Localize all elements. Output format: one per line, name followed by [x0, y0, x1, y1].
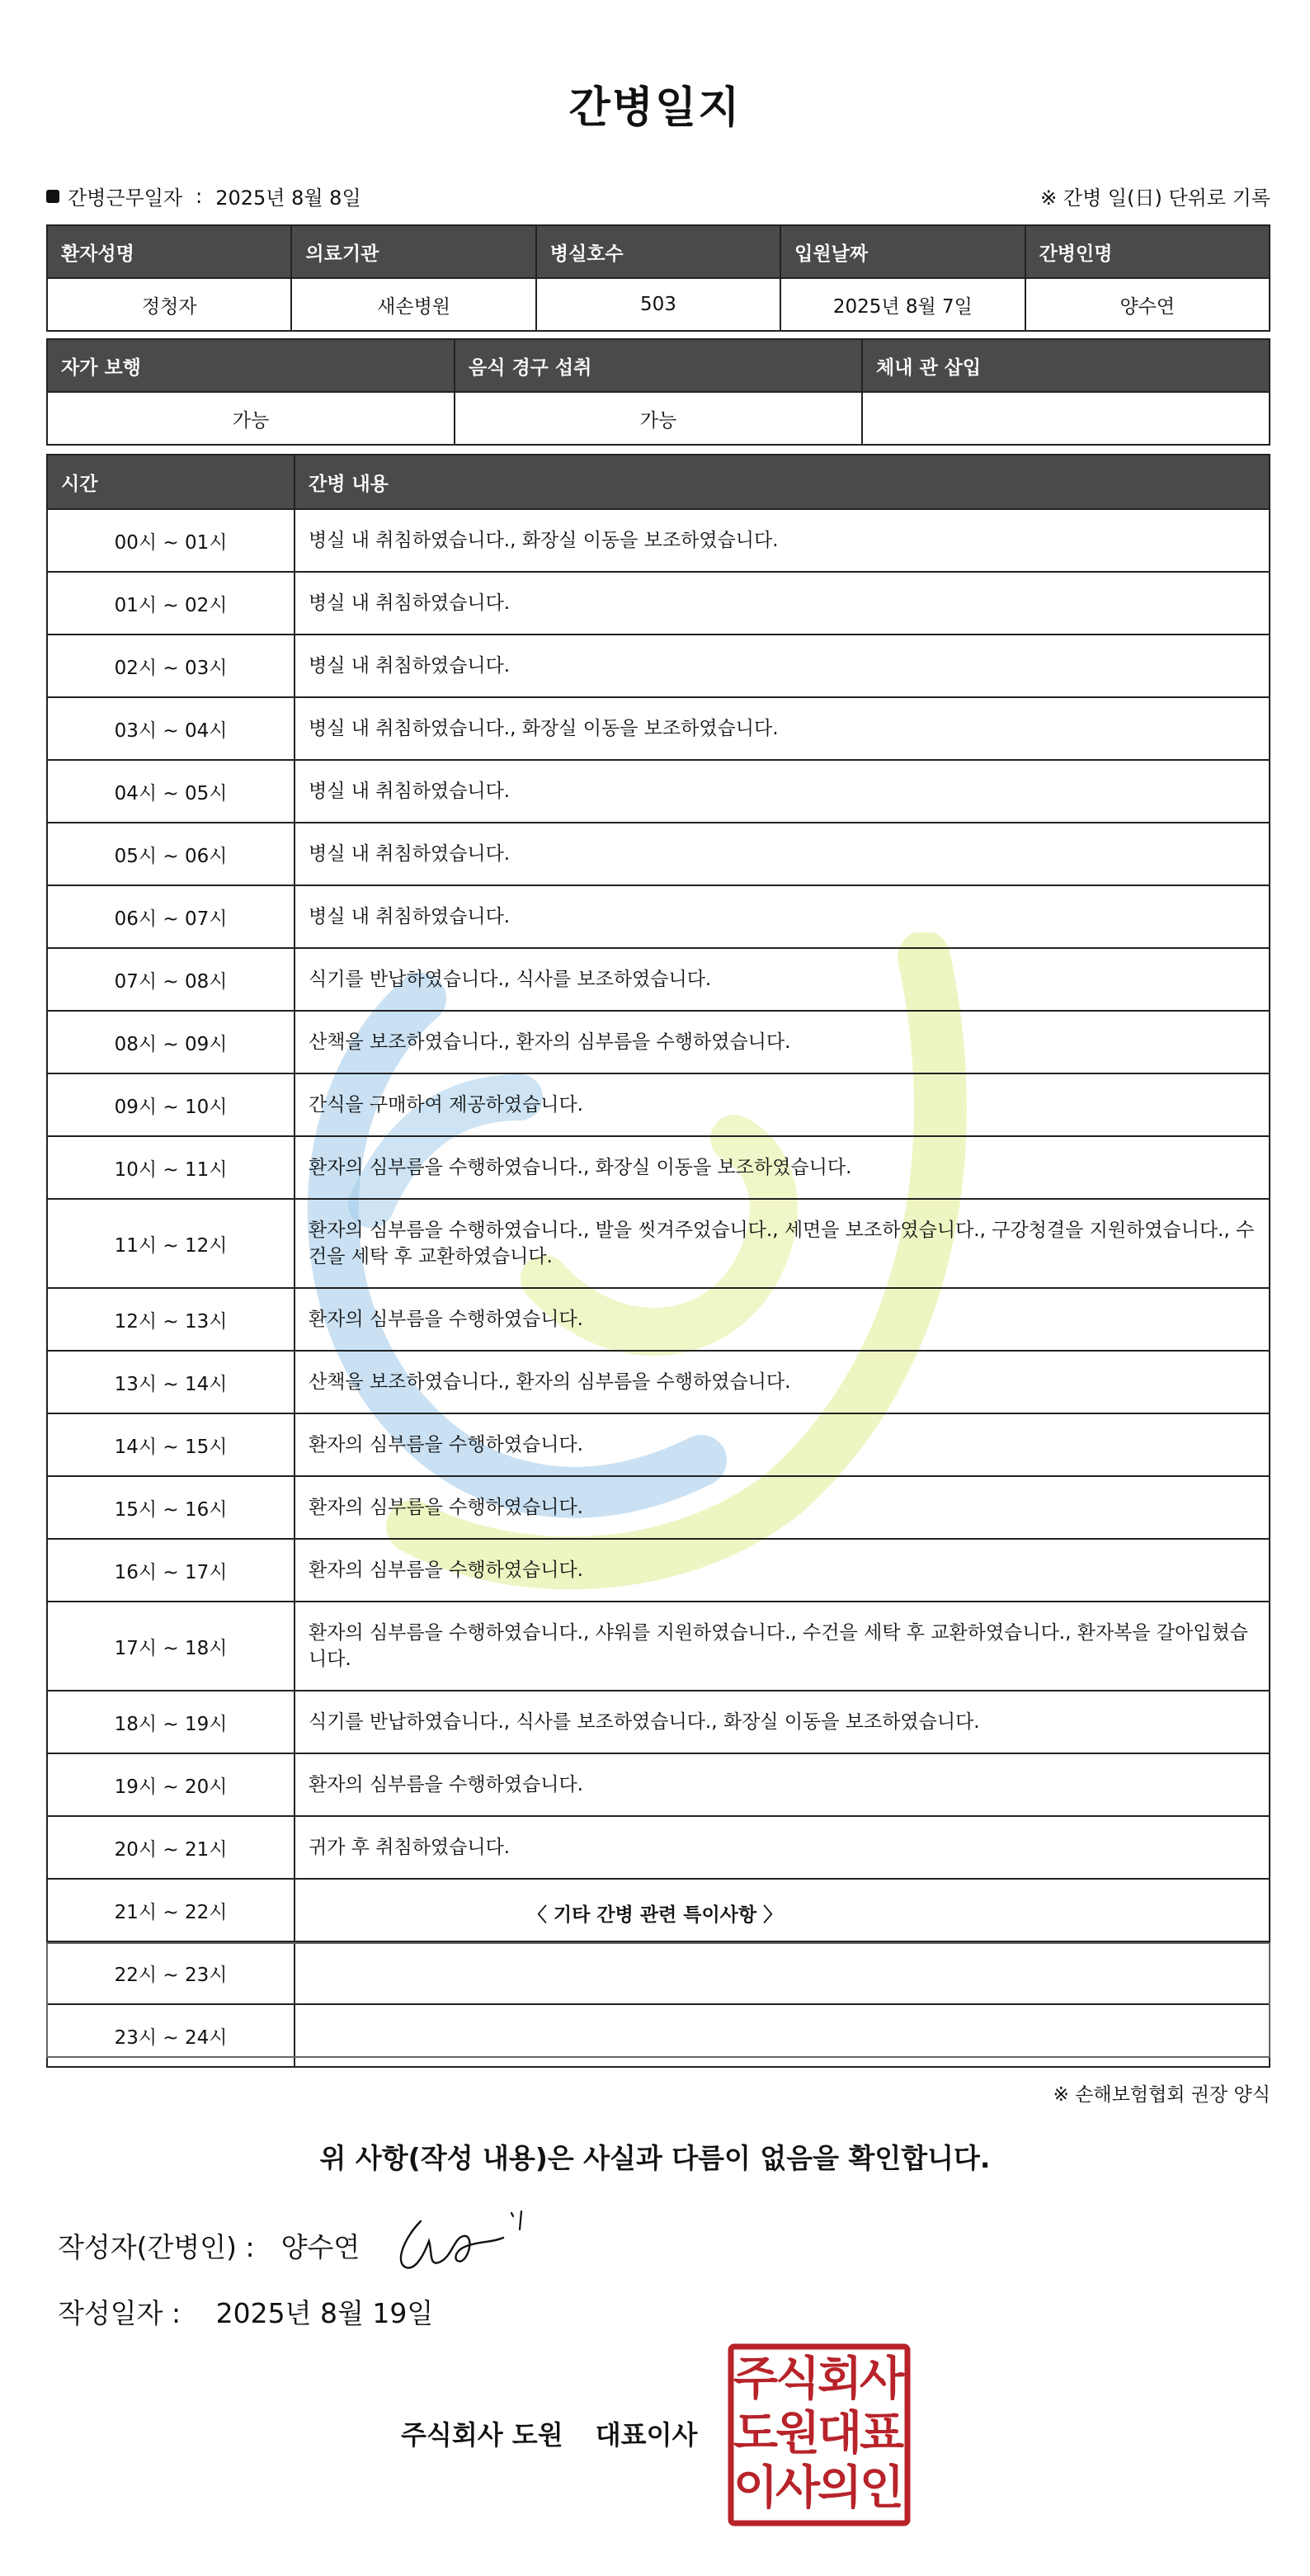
- hourly-log-table: [46, 454, 1270, 2068]
- seal-character: 도: [733, 2407, 779, 2460]
- seal-character: 원: [775, 2407, 821, 2460]
- seal-character: 인: [859, 2461, 905, 2515]
- table-row: [47, 1011, 1270, 1073]
- meta-row: [46, 182, 1270, 210]
- company-name: 주식회사 도원: [401, 2419, 563, 2451]
- row-content: 식기를 반납하였습니다., 식사를 보조하였습니다., 화장실 이동을 보조하였습니다.: [295, 1691, 1270, 1753]
- row-time: 02시 ~ 03시: [47, 635, 295, 697]
- seal-character: 회: [817, 2352, 863, 2406]
- author-row: [58, 2226, 360, 2265]
- seal-character: 의: [817, 2461, 863, 2515]
- work-date-value: 2025년 8월 8일: [215, 186, 361, 210]
- table-row: [47, 1073, 1270, 1136]
- table-row: [47, 1691, 1270, 1753]
- row-content: 환자의 심부름을 수행하였습니다.: [295, 1413, 1270, 1476]
- bullet-square-icon: [46, 190, 59, 203]
- seal-character: 대: [817, 2407, 863, 2460]
- work-date: [46, 182, 361, 210]
- seal-character: 사: [775, 2461, 821, 2515]
- daily-record-note: ※ 간병 일(日) 단위로 기록: [1040, 186, 1270, 210]
- table-row: [47, 1136, 1270, 1199]
- header-self-walking: 자가 보행: [47, 339, 455, 392]
- table-row: [47, 1602, 1270, 1691]
- ceo-title: 대표이사: [595, 2419, 698, 2451]
- table-row: [47, 635, 1270, 697]
- header-oral-intake: 음식 경구 섭취: [455, 339, 862, 392]
- row-content: 환자의 심부름을 수행하였습니다.: [295, 1476, 1270, 1539]
- row-time: 04시 ~ 05시: [47, 760, 295, 823]
- row-time: 08시 ~ 09시: [47, 1011, 295, 1073]
- row-content: 식기를 반납하였습니다., 식사를 보조하였습니다.: [295, 948, 1270, 1011]
- row-content: 환자의 심부름을 수행하였습니다., 샤워를 지원하였습니다., 수건을 세탁 후 교환하였습니다., 환자복을 갈아입혔습니다.: [295, 1602, 1270, 1691]
- oral-intake: 가능: [455, 392, 862, 445]
- row-time: 20시 ~ 21시: [47, 1816, 295, 1879]
- row-content: 환자의 심부름을 수행하였습니다.: [295, 1753, 1270, 1816]
- row-time: 06시 ~ 07시: [47, 885, 295, 948]
- table-row: [47, 1199, 1270, 1288]
- table-row: [47, 1753, 1270, 1816]
- patient-status-table: [46, 338, 1270, 446]
- row-time: 18시 ~ 19시: [47, 1691, 295, 1753]
- table-row: [47, 1816, 1270, 1879]
- table-row: [47, 509, 1270, 572]
- patient-name: 정청자: [47, 278, 291, 331]
- header-hospital: 의료기관: [291, 225, 535, 278]
- admission-date: 2025년 8월 7일: [780, 278, 1025, 331]
- log-rows: [47, 509, 1270, 2067]
- row-time: 11시 ~ 12시: [47, 1199, 295, 1288]
- written-date-value: 2025년 8월 19일: [215, 2297, 434, 2329]
- row-time: 19시 ~ 20시: [47, 1753, 295, 1816]
- row-time: 17시 ~ 18시: [47, 1602, 295, 1691]
- table-row: [47, 572, 1270, 635]
- self-walking: 가능: [47, 392, 455, 445]
- work-date-separator: :: [196, 184, 203, 208]
- seal-character: 식: [775, 2352, 821, 2406]
- header-patient-name: 환자성명: [47, 225, 291, 278]
- row-content: 환자의 심부름을 수행하였습니다.: [295, 1539, 1270, 1602]
- row-time: 03시 ~ 04시: [47, 697, 295, 760]
- seal-character: 주: [733, 2352, 779, 2406]
- table-row: [47, 1476, 1270, 1539]
- row-content: 산책을 보조하였습니다., 환자의 심부름을 수행하였습니다.: [295, 1011, 1270, 1073]
- form-source-note: ※ 손해보험협회 권장 양식: [1053, 2084, 1270, 2106]
- row-content: 병실 내 취침하였습니다.: [295, 635, 1270, 697]
- author-name: 양수연: [280, 2231, 360, 2263]
- table-row: [47, 1351, 1270, 1413]
- header-room-number: 병실호수: [536, 225, 780, 278]
- row-time: 05시 ~ 06시: [47, 823, 295, 885]
- notes-title: 〈 기타 간병 관련 특이사항 〉: [527, 1904, 783, 1926]
- table-row: [47, 948, 1270, 1011]
- header-care-content: 간병 내용: [295, 455, 1270, 509]
- header-tube-insertion: 체내 관 삽입: [862, 339, 1270, 392]
- row-content: 병실 내 취침하였습니다.: [295, 885, 1270, 948]
- row-content: 병실 내 취침하였습니다.: [295, 823, 1270, 885]
- tube-insertion: [862, 392, 1270, 445]
- notes-box: [46, 1942, 1270, 2058]
- row-content: 병실 내 취침하였습니다.: [295, 760, 1270, 823]
- row-content: 환자의 심부름을 수행하였습니다.: [295, 1288, 1270, 1351]
- row-content: 환자의 심부름을 수행하였습니다., 발을 씻겨주었습니다., 세면을 보조하였습니다., 구강청결을 지원하였습니다., 수건을 세탁 후 교환하였습니다.: [295, 1199, 1270, 1288]
- row-time: 00시 ~ 01시: [47, 509, 295, 572]
- row-time: 21시 ~ 22시: [47, 1879, 295, 1941]
- row-content: 산책을 보조하였습니다., 환자의 심부름을 수행하였습니다.: [295, 1351, 1270, 1413]
- company-line: [401, 2414, 697, 2452]
- row-time: 22시 ~ 23시: [47, 1941, 295, 2004]
- written-date-row: [58, 2292, 433, 2331]
- table-row: [47, 1539, 1270, 1602]
- hospital: 새손병원: [291, 278, 535, 331]
- row-content: 병실 내 취침하였습니다.: [295, 572, 1270, 635]
- row-time: 07시 ~ 08시: [47, 948, 295, 1011]
- caregiver-name: 양수연: [1025, 278, 1270, 331]
- company-seal-stamp: [726, 2342, 912, 2528]
- table-row: [47, 1288, 1270, 1351]
- table-row: [47, 697, 1270, 760]
- header-caregiver-name: 간병인명: [1025, 225, 1270, 278]
- row-content: 병실 내 취침하였습니다., 화장실 이동을 보조하였습니다.: [295, 697, 1270, 760]
- row-time: 15시 ~ 16시: [47, 1476, 295, 1539]
- author-label: 작성자(간병인) :: [58, 2231, 255, 2263]
- header-admission-date: 입원날짜: [780, 225, 1025, 278]
- row-time: 09시 ~ 10시: [47, 1073, 295, 1136]
- row-content: 병실 내 취침하였습니다., 화장실 이동을 보조하였습니다.: [295, 509, 1270, 572]
- confirmation-statement: 위 사항(작성 내용)은 사실과 다름이 없음을 확인합니다.: [319, 2142, 991, 2174]
- handwritten-signature: [388, 2205, 528, 2279]
- row-content: 간식을 구매하여 제공하였습니다.: [295, 1073, 1270, 1136]
- patient-info-table: [46, 224, 1270, 332]
- row-content: 환자의 심부름을 수행하였습니다., 화장실 이동을 보조하였습니다.: [295, 1136, 1270, 1199]
- table-row: [47, 823, 1270, 885]
- seal-character: 이: [733, 2461, 779, 2515]
- work-date-label: 간병근무일자: [68, 186, 183, 210]
- row-time: 16시 ~ 17시: [47, 1539, 295, 1602]
- header-time: 시간: [47, 455, 295, 509]
- document-title: 간병일지: [568, 83, 742, 133]
- row-time: 13시 ~ 14시: [47, 1351, 295, 1413]
- row-time: 10시 ~ 11시: [47, 1136, 295, 1199]
- row-time: 12시 ~ 13시: [47, 1288, 295, 1351]
- row-time: 23시 ~ 24시: [47, 2004, 295, 2067]
- written-date-label: 작성일자 :: [58, 2297, 181, 2329]
- table-row: [47, 1413, 1270, 1476]
- room-number: 503: [536, 278, 780, 331]
- table-row: [47, 885, 1270, 948]
- table-row: [47, 760, 1270, 823]
- row-content: 귀가 후 취침하였습니다.: [295, 1816, 1270, 1879]
- row-time: 01시 ~ 02시: [47, 572, 295, 635]
- seal-character: 사: [859, 2352, 905, 2406]
- seal-character: 표: [859, 2407, 905, 2460]
- row-time: 14시 ~ 15시: [47, 1413, 295, 1476]
